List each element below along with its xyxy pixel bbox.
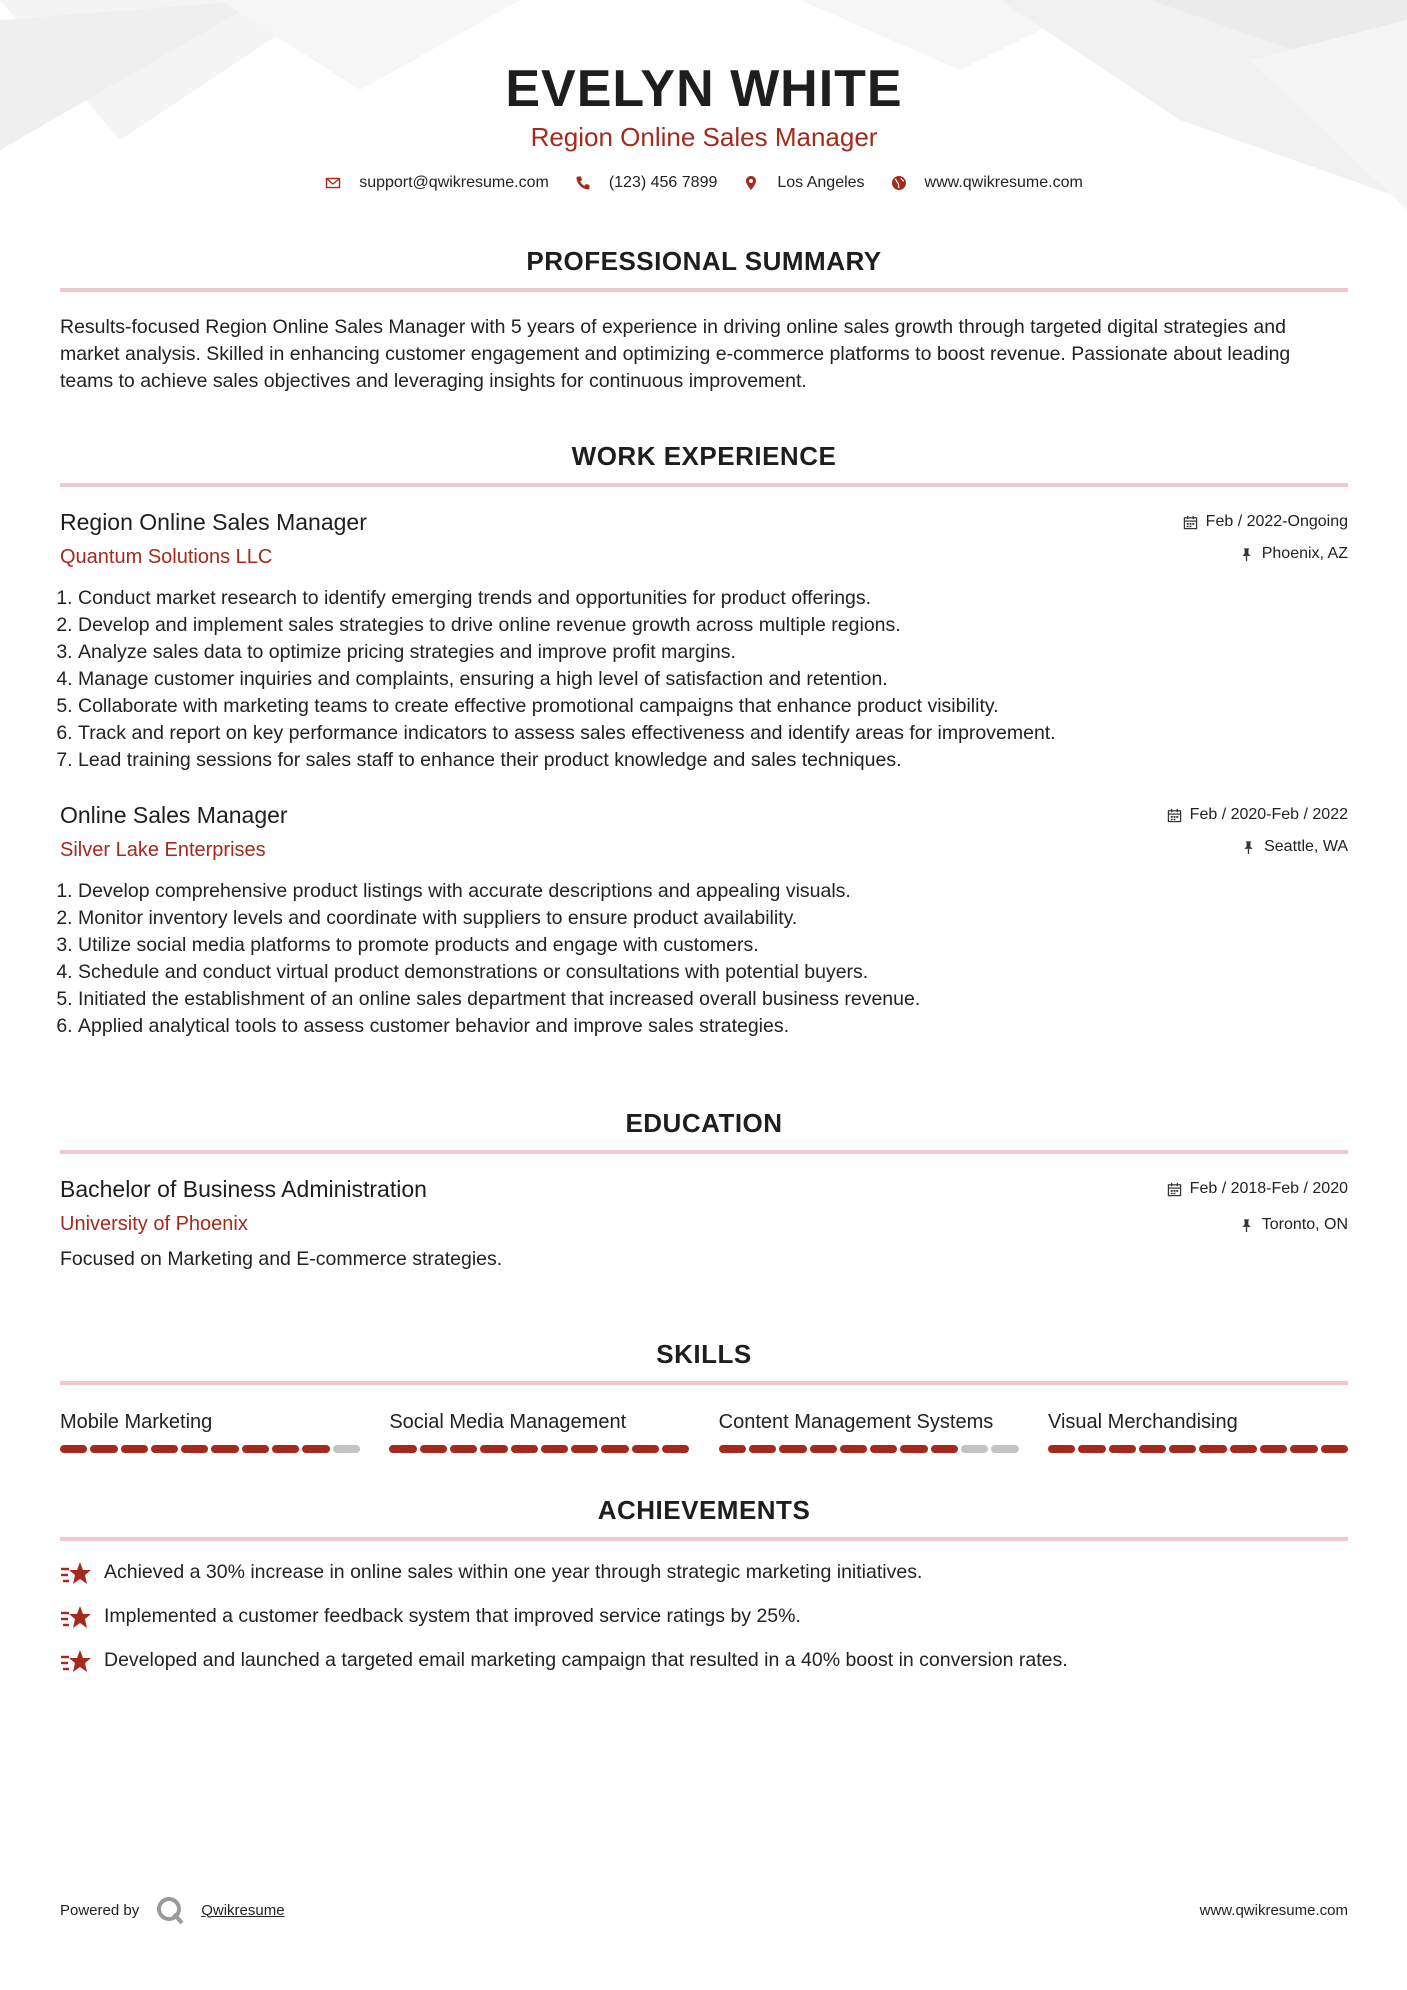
skill-level-segment-filled <box>272 1445 299 1453</box>
education-description: Focused on Marketing and E-commerce strategies. <box>60 1248 503 1270</box>
degree-title: Bachelor of Business Administration <box>60 1176 427 1202</box>
skill-level-segment-empty <box>961 1445 988 1453</box>
calendar-icon <box>1167 808 1182 823</box>
job-dates: Feb / 2020-Feb / 2022 <box>1189 806 1348 823</box>
job-responsibilities <box>60 878 1348 1040</box>
job-meta <box>1183 507 1348 565</box>
job-company: Quantum Solutions LLC <box>60 546 273 568</box>
map-pin-icon <box>743 175 759 191</box>
skill-level-segment-filled <box>1290 1445 1317 1453</box>
section-divider <box>60 1150 1348 1154</box>
summary-section <box>60 244 1348 395</box>
skill-name: Mobile Marketing <box>60 1411 213 1433</box>
list-item: 3. Utilize social media platforms to promote products and engage with customers. <box>78 932 1348 959</box>
skill-level-segment-empty <box>333 1445 360 1453</box>
skill-level-segment-filled <box>151 1445 178 1453</box>
skill-item <box>60 1409 360 1453</box>
contact-email-text: support@qwikresume.com <box>359 174 549 191</box>
skill-level-segment-filled <box>662 1445 689 1453</box>
list-item: 7. Lead training sessions for sales staff to enhance their product knowledge and sales techniques. <box>78 747 1348 774</box>
contact-phone-text: (123) 456 7899 <box>608 174 718 191</box>
skill-level-segment-filled <box>749 1445 776 1453</box>
job-company: Silver Lake Enterprises <box>60 839 266 861</box>
section-divider <box>60 288 1348 292</box>
list-item: 3. Analyze sales data to optimize pricing strategies and improve profit margins. <box>78 639 1348 666</box>
skill-level-segment-filled <box>632 1445 659 1453</box>
skill-level-segment-filled <box>121 1445 148 1453</box>
achievement-text: Achieved a 30% increase in online sales within one year through strategic marketing initiatives. <box>104 1561 923 1583</box>
skill-level-segment-filled <box>779 1445 806 1453</box>
education-dates: Feb / 2018-Feb / 2020 <box>1189 1180 1348 1197</box>
skill-level-segment-filled <box>931 1445 958 1453</box>
education-heading: EDUCATION <box>625 1108 783 1138</box>
achievement-item <box>60 1559 1348 1586</box>
powered-by <box>60 1895 285 1925</box>
skill-level-segment-filled <box>571 1445 598 1453</box>
skills-heading: SKILLS <box>656 1339 752 1369</box>
job-title: Online Sales Manager <box>60 802 288 828</box>
contact-phone[interactable] <box>575 174 718 192</box>
section-divider <box>60 1381 1348 1385</box>
skill-level-segment-filled <box>1199 1445 1226 1453</box>
achievement-text: Implemented a customer feedback system that improved service ratings by 25%. <box>104 1605 801 1627</box>
skill-level-segment-filled <box>450 1445 477 1453</box>
powered-by-label: Powered by <box>60 1901 140 1919</box>
list-item: 4. Manage customer inquiries and complaints, ensuring a high level of satisfaction and retention. <box>78 666 1348 693</box>
skill-level-segment-filled <box>511 1445 538 1453</box>
candidate-name: EVELYN WHITE <box>505 60 903 118</box>
achievement-text: Developed and launched a targeted email marketing campaign that resulted in a 40% boost in conversion rates. <box>104 1649 1068 1671</box>
skill-level-segment-filled <box>242 1445 269 1453</box>
section-divider <box>60 1537 1348 1541</box>
job-location: Seattle, WA <box>1264 838 1348 855</box>
skill-level-segment-filled <box>541 1445 568 1453</box>
job-title: Region Online Sales Manager <box>60 509 367 535</box>
candidate-title: Region Online Sales Manager <box>530 122 878 152</box>
skill-name: Content Management Systems <box>718 1411 994 1433</box>
contact-website[interactable] <box>891 174 1083 192</box>
list-item: 2. Develop and implement sales strategies to drive online revenue growth across multiple regions. <box>78 612 1348 639</box>
list-item: 2. Monitor inventory levels and coordinate with suppliers to ensure product availability. <box>78 905 1348 932</box>
shooting-star-icon <box>60 1560 92 1586</box>
list-item: 1. Develop comprehensive product listings with accurate descriptions and appealing visuals. <box>78 878 1348 905</box>
skill-level-segment-filled <box>870 1445 897 1453</box>
envelope-icon <box>325 175 341 191</box>
education-location: Toronto, ON <box>1261 1216 1348 1233</box>
skill-level-segment-filled <box>1321 1445 1348 1453</box>
list-item: 4. Schedule and conduct virtual product demonstrations or consultations with potential buyers. <box>78 959 1348 986</box>
skill-level-segment-filled <box>719 1445 746 1453</box>
skill-level-segment-filled <box>601 1445 628 1453</box>
school-name: University of Phoenix <box>60 1213 248 1235</box>
job-header <box>60 800 1348 864</box>
achievements-list <box>60 1559 1348 1674</box>
calendar-icon <box>1183 515 1198 530</box>
skill-level-segment-filled <box>1260 1445 1287 1453</box>
section-divider <box>60 483 1348 487</box>
skill-item <box>719 1409 1019 1453</box>
contact-bar <box>60 174 1348 192</box>
summary-text: Results-focused Region Online Sales Manager with 5 years of experience in driving online sales growth through targeted digital strategies and market analysis. Skilled in enhancing customer engagement and optimizing e-commerce platforms to boost revenue. Passionate about leading teams to achieve sales objectives and leveraging insights for continuous improvement. <box>60 316 1291 392</box>
list-item: 5. Initiated the establishment of an online sales department that increased overall business revenue. <box>78 986 1348 1013</box>
job-entry <box>60 507 1348 774</box>
education-meta <box>1167 1174 1348 1236</box>
qwikresume-link[interactable]: Qwikresume <box>201 1901 285 1919</box>
skill-level-segment-filled <box>302 1445 329 1453</box>
job-responsibilities <box>60 585 1348 774</box>
job-dates: Feb / 2022-Ongoing <box>1205 513 1348 530</box>
pushpin-icon <box>1239 1218 1254 1233</box>
list-item: 6. Track and report on key performance indicators to assess sales effectiveness and identify areas for improvement. <box>78 720 1348 747</box>
skill-level-segment-filled <box>60 1445 87 1453</box>
skill-level-segment-filled <box>1078 1445 1105 1453</box>
page-footer <box>60 1895 1348 1925</box>
skill-level-bar <box>719 1445 1019 1453</box>
skills-section <box>60 1337 1348 1453</box>
contact-website-text: www.qwikresume.com <box>924 174 1083 191</box>
calendar-icon <box>1167 1182 1182 1197</box>
achievement-item <box>60 1603 1348 1630</box>
skills-grid <box>60 1409 1348 1453</box>
phone-icon <box>575 175 591 191</box>
summary-heading: PROFESSIONAL SUMMARY <box>526 246 882 276</box>
skill-level-segment-empty <box>991 1445 1018 1453</box>
contact-location <box>743 174 864 192</box>
experience-heading: WORK EXPERIENCE <box>571 441 837 471</box>
job-location: Phoenix, AZ <box>1261 545 1348 562</box>
achievements-section <box>60 1493 1348 1674</box>
skill-level-segment-filled <box>211 1445 238 1453</box>
globe-icon <box>891 175 907 191</box>
job-meta <box>1167 800 1348 858</box>
skill-level-segment-filled <box>480 1445 507 1453</box>
education-entry <box>60 1174 1348 1273</box>
shooting-star-icon <box>60 1648 92 1674</box>
list-item: 6. Applied analytical tools to assess customer behavior and improve sales strategies. <box>78 1013 1348 1040</box>
skill-level-segment-filled <box>389 1445 416 1453</box>
skill-level-segment-filled <box>1109 1445 1136 1453</box>
contact-location-text: Los Angeles <box>777 174 865 191</box>
skill-level-segment-filled <box>1139 1445 1166 1453</box>
list-item: 1. Conduct market research to identify emerging trends and opportunities for product offerings. <box>78 585 1348 612</box>
skill-item <box>389 1409 689 1453</box>
skill-level-bar <box>1048 1445 1348 1453</box>
list-item: 5. Collaborate with marketing teams to create effective promotional campaigns that enhance product visibility. <box>78 693 1348 720</box>
achievement-item <box>60 1647 1348 1674</box>
skill-level-bar <box>60 1445 360 1453</box>
skill-level-segment-filled <box>840 1445 867 1453</box>
skill-item <box>1048 1409 1348 1453</box>
education-section <box>60 1106 1348 1273</box>
skill-level-segment-filled <box>1230 1445 1257 1453</box>
contact-email[interactable] <box>325 174 549 192</box>
achievements-heading: ACHIEVEMENTS <box>597 1495 811 1525</box>
skill-name: Social Media Management <box>389 1411 627 1433</box>
resume-page <box>60 0 1348 1691</box>
skill-name: Visual Merchandising <box>1047 1411 1238 1433</box>
skill-level-segment-filled <box>1169 1445 1196 1453</box>
experience-section <box>60 439 1348 1040</box>
skill-level-segment-filled <box>90 1445 117 1453</box>
skill-level-segment-filled <box>900 1445 927 1453</box>
shooting-star-icon <box>60 1604 92 1630</box>
footer-website[interactable]: www.qwikresume.com <box>1199 1901 1348 1919</box>
job-header <box>60 507 1348 571</box>
skill-level-bar <box>389 1445 689 1453</box>
skill-level-segment-filled <box>420 1445 447 1453</box>
pushpin-icon <box>1241 840 1256 855</box>
resume-header <box>60 0 1348 192</box>
skill-level-segment-filled <box>1048 1445 1075 1453</box>
education-header <box>60 1174 1348 1238</box>
qwikresume-logo-icon <box>155 1895 185 1925</box>
job-entry <box>60 800 1348 1040</box>
skill-level-segment-filled <box>810 1445 837 1453</box>
pushpin-icon <box>1239 547 1254 562</box>
skill-level-segment-filled <box>181 1445 208 1453</box>
